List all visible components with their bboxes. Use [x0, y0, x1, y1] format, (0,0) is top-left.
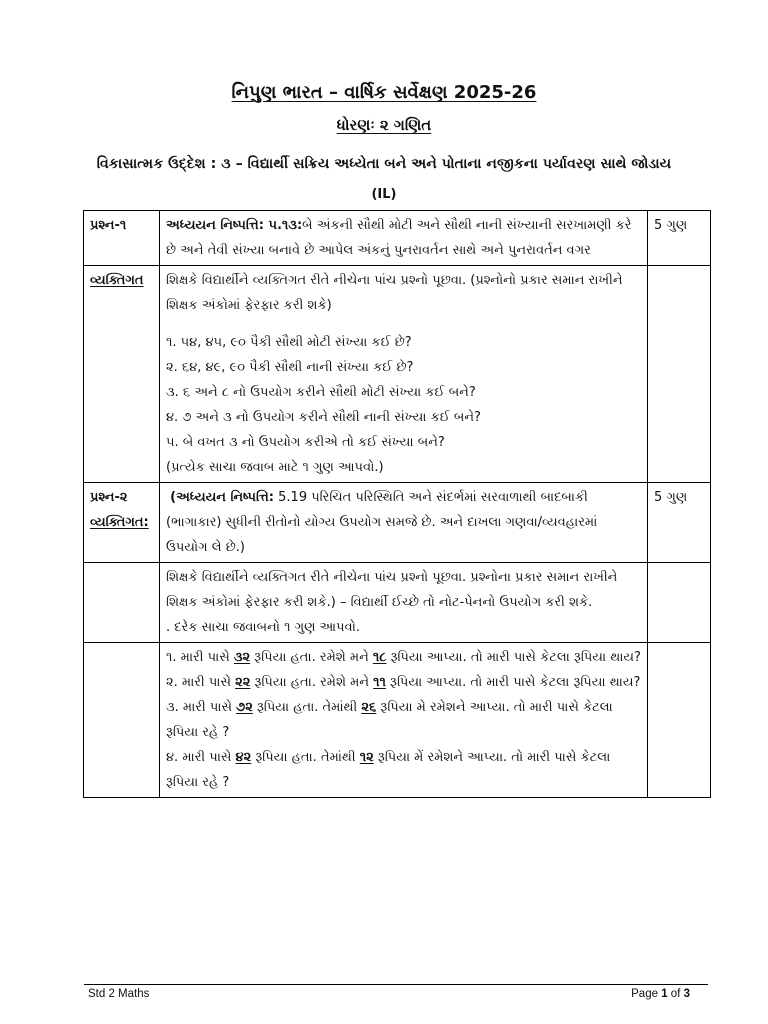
q1-item: ૩. ૬ અને ૮ નો ઉપયોગ કરીને સૌથી મોટી સંખ્યા કઈ બને?	[166, 385, 476, 400]
q2-outcome	[160, 483, 648, 563]
q2-marking-note: . દરેક સાચા જવાબનો ૧ ગુણ આપવો.	[166, 620, 360, 635]
q2-item: ૩. મારી પાસે ૭૨ રૂપિયા હતા. તેમાંથી ૨૬ રૂપિયા મે રમેશને આપ્યા. તો મારી પાસે કેટલા રૂપિયા રહે ?	[166, 700, 613, 740]
q2-item: ૪. મારી પાસે ૪૨ રૂપિયા હતા. તેમાંથી ૧૨ રૂપિયા મેં રમેશને આપ્યા. તો મારી પાસે કેટલા રૂપિયા રહે ?	[166, 750, 611, 790]
page-title: નિપુણ ભારત – વાર્ષિક સર્વેક્ષણ 2025-26	[231, 82, 537, 103]
q2-mode: વ્યક્તિગત:	[90, 515, 149, 530]
q2-outcome-label: અધ્યયન નિષ્પત્તિ:	[176, 490, 275, 505]
q2-items-row	[84, 643, 711, 798]
q1-item: ૪. ૭ અને ૩ નો ઉપયોગ કરીને સૌથી નાની સંખ્યા કઈ બને?	[166, 410, 481, 425]
footer-divider	[84, 984, 708, 985]
q1-instruction: શિક્ષકે વિદ્યાર્થીને વ્યક્તિગત રીતે નીચેના પાંચ પ્રશ્નો પૂછવા. (પ્રશ્નોનો પ્રકાર સમાન રાખીને શિક્ષક અંકોમાં ફેરફાર કરી શકે)	[166, 273, 623, 313]
il-label: (IL)	[371, 187, 397, 202]
question-table	[83, 210, 711, 798]
q1-body-row	[84, 266, 711, 483]
q1-outcome-text: બે અંકની સૌથી મોટી અને સૌથી નાની સંખ્યાની સરખામણી કરે છે અને તેવી સંખ્યા બનાવે છે આપેલ અંકનું પુનરાવર્તન સાથે અને પુનરાવર્તન વગર	[166, 218, 632, 258]
objective-heading: વિકાસાત્મક ઉદ્દેશ : ૩ – વિદ્યાર્થી સક્રિય અધ્યેતા બને અને પોતાના નજીકના પર્યાવરણ સાથે જોડાય	[96, 156, 672, 172]
q1-outcome-label: અધ્યયન નિષ્પત્તિ: ૫.૧૩:	[166, 218, 303, 233]
q2-marks: 5 ગુણ	[648, 483, 711, 563]
q1-header-row	[84, 211, 711, 266]
q2-item: ૨. મારી પાસે ૨૨ રૂપિયા હતા. રમેશે મને ૧૧ રૂપિયા આપ્યા. તો મારી પાસે કેટલા રૂપિયા થાય?	[166, 675, 641, 690]
q2-instruction: શિક્ષકે વિદ્યાર્થીને વ્યક્તિગત રીતે નીચેના પાંચ પ્રશ્નો પૂછવા. પ્રશ્નોના પ્રકાર સમાન રાખીને શિક્ષક અંકોમાં ફેરફાર કરી શકે.) – વિદ્યાર્થી ઈચ્છે તો નોટ-પેનનો ઉપયોગ કરી શકે.	[166, 570, 618, 610]
q1-body	[160, 266, 648, 483]
q1-marking-note: (પ્રત્યેક સાચા જવાબ માટે ૧ ગુણ આપવો.)	[166, 460, 384, 475]
q1-item: ૨. ૬૪, ૪૯, ૯૦ પૈકી સૌથી નાની સંખ્યા કઈ છે?	[166, 360, 414, 375]
q1-item: ૫. બે વખત ૩ નો ઉપયોગ કરીએ તો કઈ સંખ્યા બને?	[166, 435, 445, 450]
q1-outcome	[160, 211, 648, 266]
q2-instruction-row	[84, 563, 711, 643]
q2-item: ૧. મારી પાસે ૩૨ રૂપિયા હતા. રમેશે મને ૧૮ રૂપિયા આપ્યા. તો મારી પાસે કેટલા રૂપિયા થાય?	[166, 650, 641, 665]
q2-items	[160, 643, 648, 798]
q2-label: પ્રશ્ન-૨	[90, 490, 128, 505]
q1-item: ૧. ૫૪, ૪૫, ૯૦ પૈકી સૌથી મોટી સંખ્યા કઈ છે?	[166, 335, 412, 350]
q2-outcome-text: 5.19 પરિચિત પરિસ્થિતિ અને સંદર્ભમાં સરવાળાથી બાદબાકી (ભાગાકાર) સુધીની રીતોનો યોગ્ય ઉપયોગ સમજે છે. અને દાખલા ગણવા/વ્યવહારમાં ઉપયોગ લે છે.)	[166, 490, 598, 555]
q1-label: પ્રશ્ન-૧	[84, 211, 160, 266]
page-number: Page 1 of 3	[631, 988, 690, 1000]
q1-marks: 5 ગુણ	[648, 211, 711, 266]
q1-mode: વ્યક્તિગત	[90, 273, 144, 288]
footer-doc-label: Std 2 Maths	[88, 988, 150, 1000]
q2-outcome-open: (	[170, 490, 177, 505]
page-subtitle: ધોરણઃ ૨ ગણિત	[336, 116, 432, 134]
q2-header-row	[84, 483, 711, 563]
